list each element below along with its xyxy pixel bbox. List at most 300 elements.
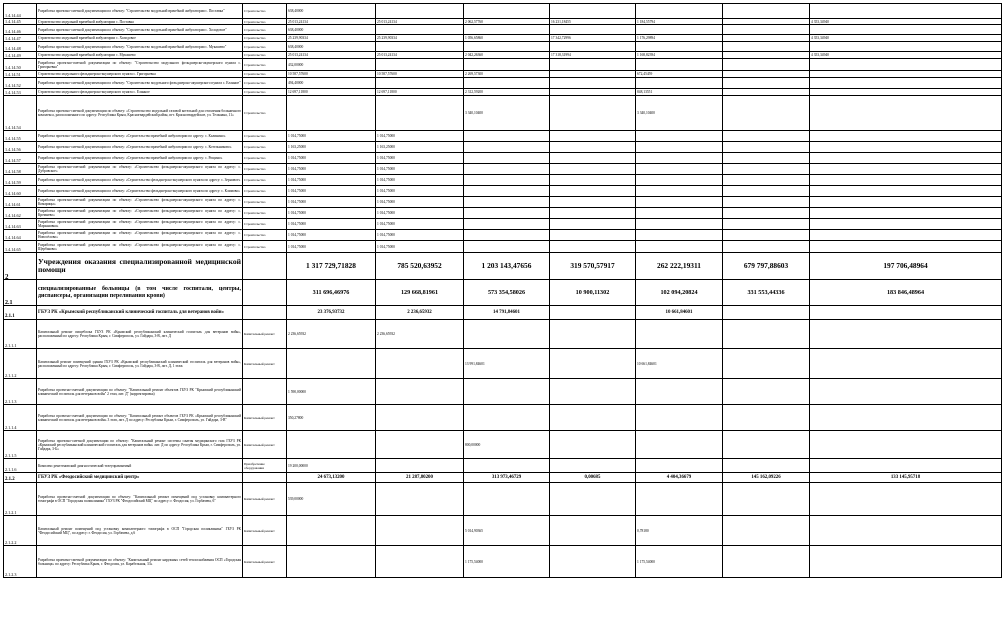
amount-cell: 0,78180	[636, 516, 723, 546]
table-row	[4, 483, 1002, 516]
amount-cell	[464, 230, 550, 241]
amount-cell: 1 014,75000	[287, 175, 376, 186]
amount-cell	[550, 197, 636, 208]
amount-cell	[376, 4, 464, 19]
amount-cell: 25 239,90334	[376, 35, 464, 42]
row-name: Разработка проектно-сметной документации по объекту: «Строительство фельдшерско-акушерского пункта по адресу: с. Новосёлово»	[38, 231, 241, 239]
amount-cell	[636, 219, 723, 230]
row-code: 2.1.2.3	[4, 546, 37, 578]
row-code: 1.4.14.46	[4, 25, 37, 35]
table-row	[4, 186, 1002, 197]
row-category	[243, 473, 287, 483]
amount-cell: 313 973,46729	[464, 473, 550, 483]
amount-cell	[723, 379, 810, 405]
amount-cell	[550, 175, 636, 186]
amount-cell	[550, 483, 636, 516]
amount-cell	[636, 131, 723, 142]
amount-cell	[636, 59, 723, 71]
amount-cell: 2 062,57760	[464, 19, 550, 25]
amount-cell: 331 553,44336	[723, 280, 810, 306]
table-row	[4, 431, 1002, 459]
amount-cell	[550, 96, 636, 131]
amount-cell	[636, 379, 723, 405]
amount-cell: 145 162,09226	[723, 473, 810, 483]
amount-cell	[723, 230, 810, 241]
amount-cell: 10 661,84601	[636, 349, 723, 379]
amount-cell: 1 176,29894	[636, 35, 723, 42]
amount-cell	[810, 431, 1002, 459]
amount-cell	[810, 208, 1002, 219]
amount-cell	[636, 431, 723, 459]
amount-cell: 1 014,75000	[376, 186, 464, 197]
amount-cell	[464, 405, 550, 431]
amount-cell	[376, 459, 464, 473]
amount-cell	[376, 516, 464, 546]
row-code: 1.4.14.53	[4, 89, 37, 96]
amount-cell	[550, 42, 636, 52]
row-code: 2.1.2.2	[4, 516, 37, 546]
amount-cell: 2 236,65932	[287, 320, 376, 349]
amount-cell	[723, 153, 810, 164]
amount-cell	[723, 483, 810, 516]
amount-cell	[723, 175, 810, 186]
amount-cell: 21 287,80200	[376, 473, 464, 483]
amount-cell: 2 236,65932	[376, 320, 464, 349]
row-name: Разработка проектно-сметной документации по объекту: "Капитальный ремонт наружных сетей теплоснабжения ОСП «Городская больница» по адресу: Республика Крым, г. Феодосия, ул. Карабельная, 33»	[37, 546, 243, 578]
amount-cell	[464, 142, 550, 153]
table-row	[4, 241, 1002, 253]
amount-cell	[723, 219, 810, 230]
amount-cell	[636, 459, 723, 473]
amount-cell	[723, 71, 810, 78]
row-code: 1.4.14.54	[4, 96, 37, 131]
amount-cell: 1 014,75000	[287, 219, 376, 230]
amount-cell	[464, 459, 550, 473]
row-name: Разработка проектно-сметной документации по объекту: «Строительство фельдшерско-акушерского пункта по адресу: с. Зерновое»	[37, 175, 243, 186]
amount-cell: 17 342,72996	[550, 35, 636, 42]
amount-cell: 638,40000	[287, 42, 376, 52]
row-name: Разработка проектно-сметной документации по объекту: "Капитальный ремонт помещений под установку компьютерного томографа в ОСП "Городская поликлиника" ГБУЗ РК "Феодосийский МЦ" по адресу: г. Феодосия, ул. Горбачева, 6"	[37, 483, 243, 516]
amount-cell: 16 231,18455	[550, 19, 636, 25]
amount-cell: 1 014,75000	[287, 164, 376, 175]
row-category: Капитальный ремонт	[243, 546, 287, 578]
amount-cell: 1 014,75000	[287, 230, 376, 241]
row-category: Строительство	[243, 78, 287, 89]
amount-cell	[810, 153, 1002, 164]
amount-cell	[723, 431, 810, 459]
amount-cell: 1 317 729,71828	[287, 253, 376, 280]
row-category: Строительство	[243, 230, 287, 241]
amount-cell	[464, 197, 550, 208]
amount-cell: 12 697,11800	[376, 89, 464, 96]
amount-cell	[810, 349, 1002, 379]
table-row	[4, 320, 1002, 349]
row-code: 1.4.14.57	[4, 153, 37, 164]
row-category: Строительство	[243, 4, 287, 19]
amount-cell: 848,13551	[636, 89, 723, 96]
row-code: 1.4.14.44	[4, 4, 37, 19]
amount-cell: 2 236,65932	[376, 306, 464, 320]
amount-cell	[810, 59, 1002, 71]
amount-cell	[723, 197, 810, 208]
row-category: Капитальный ремонт	[243, 349, 287, 379]
amount-cell	[550, 153, 636, 164]
row-name: Разработка проектно-сметной документации по объекту: "Строительство модульного фельдшерско-акушерского пункта с. Еланное"	[37, 78, 243, 89]
amount-cell: 319 570,57917	[550, 253, 636, 280]
amount-cell	[636, 483, 723, 516]
row-name: Капитальный ремонт помещений под установку компьютерного томографа в ОСП "Городская поликлиника" ГБУЗ РК "Феодосийский МЦ", по адресу: г. Феодосия, ул. Горбачева, д.6	[37, 516, 243, 546]
amount-cell	[550, 142, 636, 153]
amount-cell	[550, 131, 636, 142]
amount-cell	[723, 131, 810, 142]
amount-cell	[723, 186, 810, 197]
row-category: Строительство	[243, 71, 287, 78]
row-name: Строительство модульной врачебной амбулатории с. Холодовое	[37, 35, 243, 42]
row-category: Строительство	[243, 131, 287, 142]
row-code: 1.4.14.65	[4, 241, 37, 253]
amount-cell: 4 353,34940	[810, 52, 1002, 59]
row-name: Разработка проектно-сметной документации по объекту: "Капитальный ремонт системы сжатия медицинского газа ГБУЗ РК «Крымский республиканский клинический госпиталь для ветеранов войн» лит. Д по адресу: Республика Крым, г. Симферополь, ул. Гайдара, 3-Б»	[37, 431, 243, 459]
amount-cell: 679 797,88603	[723, 253, 810, 280]
amount-cell	[723, 4, 810, 19]
amount-cell	[810, 89, 1002, 96]
table-row	[4, 230, 1002, 241]
table-row	[4, 25, 1002, 35]
amount-cell	[810, 197, 1002, 208]
amount-cell: 1 014,75000	[376, 230, 464, 241]
amount-cell	[810, 230, 1002, 241]
row-code: 1.4.14.61	[4, 197, 37, 208]
table-row	[4, 89, 1002, 96]
table-row	[4, 164, 1002, 175]
amount-cell	[723, 241, 810, 253]
amount-cell	[723, 459, 810, 473]
row-category: Строительство	[243, 42, 287, 52]
row-code: 1.4.14.63	[4, 219, 37, 230]
table-row	[4, 459, 1002, 473]
row-code: 1.4.14.55	[4, 131, 37, 142]
amount-cell: 14 791,84601	[464, 306, 550, 320]
amount-cell	[723, 516, 810, 546]
amount-cell	[550, 349, 636, 379]
amount-cell: 19 200,00000	[287, 459, 376, 473]
amount-cell	[376, 431, 464, 459]
row-name: специализированные больницы (в том числе госпитали, центры, диспансеры, организации переливания крови)	[37, 280, 243, 306]
amount-cell: 262 222,19311	[636, 253, 723, 280]
row-code: 2.1.2.1	[4, 483, 37, 516]
row-category: Строительство	[243, 59, 287, 71]
amount-cell	[810, 483, 1002, 516]
amount-cell: 1 014,75000	[376, 175, 464, 186]
table-row	[4, 71, 1002, 78]
row-code: 1.4.14.47	[4, 35, 37, 42]
amount-cell	[550, 89, 636, 96]
row-category: Строительство	[243, 89, 287, 96]
row-name: Учреждения оказания специализированной медицинской помощи	[37, 253, 243, 280]
row-name: Разработка проектно-сметной документации по объекту: "Строительство модульного фельдшерско-акушерского пункта с. Григорьевка"	[38, 60, 241, 69]
amount-cell	[636, 186, 723, 197]
budget-table	[3, 3, 1002, 578]
table-row	[4, 219, 1002, 230]
amount-cell: 1 203 143,47656	[464, 253, 550, 280]
amount-cell	[464, 379, 550, 405]
row-name: Разработка проектно-сметной документации по объекту: «Строительство фельдшерско-акушерского пункта по адресу: с. Комарицы»	[38, 198, 241, 206]
table-row	[4, 42, 1002, 52]
amount-cell	[636, 142, 723, 153]
table-row	[4, 280, 1002, 306]
amount-cell	[810, 306, 1002, 320]
amount-cell	[376, 78, 464, 89]
table-row	[4, 142, 1002, 153]
row-name: ГБУЗ РК «Феодосийский медицинский центр»	[37, 473, 243, 483]
row-name: Разработка проектно-сметной документации по объекту: "Капитальный ремонт объектов ГБУЗ РК "Крымский республиканский клинический госпиталь для ветеранов войн" 2 этап, лит. Д" (корректировка)	[37, 379, 243, 405]
amount-cell	[723, 96, 810, 131]
amount-cell	[550, 516, 636, 546]
amount-cell: 1 014,75000	[287, 131, 376, 142]
row-name: Разработка проектно-сметной документации по объекту: «Строительство фельдшерско-акушерского пункта по адресу: с. Климово»	[37, 186, 243, 197]
amount-cell	[464, 320, 550, 349]
amount-cell	[636, 197, 723, 208]
amount-cell: 1 175,54000	[464, 546, 550, 578]
amount-cell: 197 706,48964	[810, 253, 1002, 280]
row-code: 2.1.1.2	[4, 349, 37, 379]
amount-cell	[464, 153, 550, 164]
row-code: 2.1.1	[4, 306, 37, 320]
amount-cell: 1 163,25000	[376, 142, 464, 153]
amount-cell	[550, 4, 636, 19]
amount-cell	[376, 349, 464, 379]
amount-cell	[376, 546, 464, 578]
amount-cell	[810, 164, 1002, 175]
amount-cell	[723, 42, 810, 52]
amount-cell	[723, 546, 810, 578]
row-code: 1.4.14.60	[4, 186, 37, 197]
amount-cell	[810, 379, 1002, 405]
table-row	[4, 4, 1002, 19]
amount-cell	[810, 546, 1002, 578]
amount-cell: 25 239,90334	[287, 35, 376, 42]
amount-cell	[550, 25, 636, 35]
amount-cell	[550, 379, 636, 405]
amount-cell	[810, 42, 1002, 52]
row-code: 1.4.14.64	[4, 230, 37, 241]
row-code: 2.1	[4, 280, 37, 306]
row-category: Строительство	[243, 241, 287, 253]
row-name: Разработка проектно-сметной документации по объекту: «Строительство модульной газовой котельной для отопления больничного комплекса, расположенного по адресу: Республика Крым, Красногвардейский район, пгт. Красногвардейское, ул. Тельмана, 11»	[37, 96, 243, 131]
amount-cell: 539,00000	[287, 483, 376, 516]
row-category: Строительство	[243, 208, 287, 219]
amount-cell	[723, 89, 810, 96]
amount-cell: 3 340,10400	[464, 96, 550, 131]
amount-cell: 183 846,48964	[810, 280, 1002, 306]
table-row	[4, 197, 1002, 208]
amount-cell	[723, 52, 810, 59]
amount-cell	[287, 546, 376, 578]
table-row	[4, 175, 1002, 186]
table-row	[4, 405, 1002, 431]
table-row	[4, 546, 1002, 578]
row-name: Разработка проектно-сметной документации по объекту: "Капитальный ремонт объектов ГБУЗ РК «Крымский республиканский клинический госпиталь для ветеранов войн» 3 этап, лит. Д по адресу: Республика Крым, г. Симферополь, ул. Гайдара, 3-В"	[37, 405, 243, 431]
amount-cell: 1 184,55794	[636, 19, 723, 25]
amount-cell	[723, 405, 810, 431]
amount-cell	[550, 208, 636, 219]
amount-cell: 1 014,75000	[376, 197, 464, 208]
amount-cell	[810, 131, 1002, 142]
amount-cell	[550, 219, 636, 230]
row-category: Строительство	[243, 197, 287, 208]
row-code: 2.1.1.4	[4, 405, 37, 431]
amount-cell	[636, 405, 723, 431]
row-category: Капитальный ремонт	[243, 431, 287, 459]
amount-cell	[550, 306, 636, 320]
amount-cell: 25 013,24134	[376, 19, 464, 25]
amount-cell	[464, 241, 550, 253]
amount-cell	[810, 320, 1002, 349]
row-category: Строительство	[243, 175, 287, 186]
amount-cell	[810, 78, 1002, 89]
table-row	[4, 253, 1002, 280]
row-category	[243, 306, 287, 320]
amount-cell	[636, 78, 723, 89]
amount-cell: 102 094,20824	[636, 280, 723, 306]
budget-sheet	[3, 3, 928, 634]
amount-cell: 25 013,24134	[287, 19, 376, 25]
table-row	[4, 153, 1002, 164]
table-row	[4, 59, 1002, 71]
amount-cell	[464, 208, 550, 219]
amount-cell: 5 014,90365	[464, 516, 550, 546]
amount-cell: 25 013,24134	[287, 52, 376, 59]
amount-cell	[723, 25, 810, 35]
amount-cell	[376, 483, 464, 516]
amount-cell	[376, 25, 464, 35]
amount-cell: 13 991,84601	[464, 349, 550, 379]
amount-cell: 1 014,75000	[376, 164, 464, 175]
row-category: Строительство	[243, 19, 287, 25]
amount-cell: 1 014,75000	[287, 197, 376, 208]
amount-cell: 10 587,57600	[376, 71, 464, 78]
amount-cell: 3 340,10400	[636, 96, 723, 131]
row-code: 2	[4, 253, 37, 280]
amount-cell	[287, 516, 376, 546]
amount-cell	[550, 546, 636, 578]
amount-cell	[723, 320, 810, 349]
amount-cell: 2 269,57300	[464, 71, 550, 78]
table-row	[4, 516, 1002, 546]
amount-cell	[810, 241, 1002, 253]
amount-cell: 432,00000	[287, 59, 376, 71]
amount-cell	[810, 459, 1002, 473]
amount-cell	[636, 42, 723, 52]
amount-cell	[723, 208, 810, 219]
amount-cell: 2 042,26360	[464, 52, 550, 59]
amount-cell: 1 014,75000	[287, 186, 376, 197]
row-name: ГБУЗ РК «Крымский республиканский клинический госпиталь для ветеранов войн»	[37, 306, 243, 320]
amount-cell	[376, 96, 464, 131]
amount-cell: 4 404,36679	[636, 473, 723, 483]
row-name: Комплекс рентгеновский диагностический телеуправляемый	[37, 459, 243, 473]
amount-cell	[287, 431, 376, 459]
row-code: 2.1.1.1	[4, 320, 37, 349]
amount-cell	[550, 230, 636, 241]
row-category	[243, 280, 287, 306]
amount-cell	[464, 78, 550, 89]
row-category: Строительство	[243, 35, 287, 42]
row-name: Капитальный ремонт помещений здания ГБУЗ РК «Крымский республиканский клинический госпиталь для ветеранов войн», расположенный по адресу: Республика Крым, г. Симферополь, ул. Гайдара, 3-В, лит. Д, 1 этаж	[37, 349, 243, 379]
row-code: 1.4.14.48	[4, 42, 37, 52]
amount-cell: 133 145,95718	[810, 473, 1002, 483]
amount-cell: 24 673,13200	[287, 473, 376, 483]
amount-cell	[810, 71, 1002, 78]
row-name: Строительство модульного фельдшерско-акушерского пункта с. Еланное	[37, 89, 243, 96]
row-name: Разработка проектно-сметной документации по объекту: «Строительство врачебной амбулатории по адресу: с. Калинино»	[37, 131, 243, 142]
amount-cell	[464, 175, 550, 186]
amount-cell: 1 014,75000	[376, 219, 464, 230]
amount-cell	[287, 96, 376, 131]
row-name: Строительство модульной врачебной амбулатории с. Поставка	[37, 19, 243, 25]
amount-cell	[723, 59, 810, 71]
amount-cell: 311 696,46976	[287, 280, 376, 306]
table-row	[4, 78, 1002, 89]
amount-cell	[550, 59, 636, 71]
table-row	[4, 131, 1002, 142]
amount-cell: 4 353,34940	[810, 35, 1002, 42]
row-code: 2.1.2	[4, 473, 37, 483]
amount-cell	[550, 241, 636, 253]
amount-cell: 2 312,59200	[464, 89, 550, 96]
row-code: 2.1.1.3	[4, 379, 37, 405]
amount-cell	[810, 186, 1002, 197]
row-code: 1.4.14.58	[4, 164, 37, 175]
row-code: 1.4.14.52	[4, 78, 37, 89]
amount-cell: 10 661,84601	[636, 306, 723, 320]
row-category: Строительство	[243, 164, 287, 175]
amount-cell	[464, 25, 550, 35]
amount-cell: 1 014,75000	[376, 241, 464, 253]
row-category: Строительство	[243, 96, 287, 131]
amount-cell	[464, 483, 550, 516]
amount-cell	[464, 186, 550, 197]
amount-cell: 1 014,75000	[376, 208, 464, 219]
table-row	[4, 306, 1002, 320]
row-category: Капитальный ремонт	[243, 483, 287, 516]
row-category: Строительство	[243, 186, 287, 197]
row-category: Строительство	[243, 153, 287, 164]
amount-cell	[810, 4, 1002, 19]
row-name: Разработка проектно-сметной документации по объекту: «Строительство фельдшерско-акушерского пункта по адресу: с. Дубровское»	[38, 165, 241, 173]
amount-cell	[810, 25, 1002, 35]
amount-cell: 638,40000	[287, 25, 376, 35]
amount-cell: 1 014,75000	[287, 208, 376, 219]
table-row	[4, 52, 1002, 59]
amount-cell: 129 668,81961	[376, 280, 464, 306]
amount-cell: 672,45459	[636, 71, 723, 78]
row-name: Строительство модульной врачебной амбулатории с. Мукашево	[37, 52, 243, 59]
row-code: 1.4.14.56	[4, 142, 37, 153]
amount-cell: 1 014,75000	[376, 131, 464, 142]
amount-cell	[464, 4, 550, 19]
amount-cell	[376, 379, 464, 405]
amount-cell	[550, 459, 636, 473]
amount-cell	[464, 164, 550, 175]
amount-cell	[636, 153, 723, 164]
amount-cell: 10 587,57600	[287, 71, 376, 78]
amount-cell	[550, 405, 636, 431]
row-category: Капитальный ремонт	[243, 516, 287, 546]
row-code: 1.4.14.50	[4, 59, 37, 71]
row-code: 1.4.14.62	[4, 208, 37, 219]
table-row	[4, 96, 1002, 131]
